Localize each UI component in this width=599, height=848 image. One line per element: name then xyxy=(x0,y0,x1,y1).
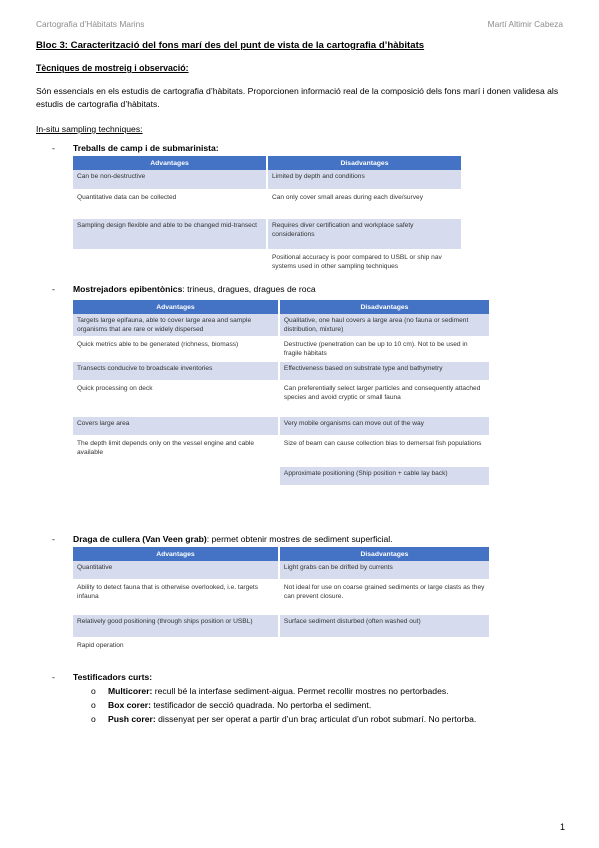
table-cell: Qualitative, one haul covers a large area (no fauna or sediment distribution, mixture) xyxy=(280,314,489,338)
circle-marker: o xyxy=(91,686,96,696)
table-cell-empty xyxy=(73,251,266,275)
table-cell: Quick processing on deck xyxy=(73,382,278,417)
table-cell: Quantitative xyxy=(73,561,278,581)
table-cell: Not ideal for use on coarse grained sediments or large clasts as they can prevent closure. xyxy=(280,581,489,615)
table-mostrejadors xyxy=(71,300,491,487)
intro-paragraph: Són essencials en els estudis de cartografia d’hàbitats. Proporcionen informació real de la composició dels fons marí i donen validesa als estudis de cartografia d’hàbitats. xyxy=(36,86,559,109)
table-cell: Can preferentially select larger particles and consequently attached species and avoid cryptic or small fauna xyxy=(280,382,489,417)
bullet-title-testificadors xyxy=(73,672,152,683)
list-item-term: Push corer: xyxy=(108,714,156,724)
table-cell: Transects conducive to broadscale inventories xyxy=(73,362,278,382)
circle-marker: o xyxy=(91,714,96,724)
page-title: Bloc 3: Caracterització del fons marí des del punt de vista de la cartografia d’hàbitats xyxy=(36,40,425,51)
list-item-desc: recull bé la interfase sediment-aigua. Permet recollir mostres no pertorbades. xyxy=(152,686,449,696)
bullet-title-treballs xyxy=(73,143,219,154)
table-cell: Destructive (penetration can be up to 10 cm). Not to be used in fragile hàbitats xyxy=(280,338,489,362)
table-cell: Approximate positioning (Ship position + cable lay back) xyxy=(280,467,489,487)
table-header-advantages: Advantages xyxy=(73,547,278,561)
bullet-marker: - xyxy=(52,672,55,682)
bullet-title-treballs-text: Treballs de camp i de submarinista: xyxy=(73,143,219,153)
table-cell: Effectiveness based on substrate type and bathymetry xyxy=(280,362,489,382)
table-cell: Size of beam can cause collection bias to demersal fish populations xyxy=(280,437,489,467)
table-cell-empty xyxy=(280,639,489,657)
table-header-disadvantages: Disadvantages xyxy=(280,300,489,314)
list-item-desc: testificador de secció quadrada. No pertorba el sediment. xyxy=(150,700,372,710)
header-course-title: Cartografia d’Hàbitats Marins xyxy=(36,19,145,29)
table-cell: Requires diver certification and workplace safety considerations xyxy=(268,219,461,251)
table-cell: Quick metrics able to be generated (richness, biomass) xyxy=(73,338,278,362)
table-cell: Positional accuracy is poor compared to USBL or ship nav systems used in other sampling techniques xyxy=(268,251,461,275)
table-treballs xyxy=(71,156,463,275)
table-cell: Sampling design flexible and able to be changed mid-transect xyxy=(73,219,266,251)
table-cell: Surface sediment disturbed (often washed out) xyxy=(280,615,489,639)
table-draga xyxy=(71,547,491,657)
bullet-title-mostrejadors-rest: : trineus, dragues, dragues de roca xyxy=(182,284,316,294)
table-cell: Targets large epifauna, able to cover large area and sample organisms that are rare or widely dispersed xyxy=(73,314,278,338)
bullet-title-draga-rest: : permet obtenir mostres de sediment superficial. xyxy=(206,534,393,544)
bullet-marker: - xyxy=(52,534,55,544)
table-cell: Quantitative data can be collected xyxy=(73,191,266,219)
bullet-title-mostrejadors-bold: Mostrejadors epibentònics xyxy=(73,284,183,294)
header-author: Martí Altimir Cabeza xyxy=(487,19,563,29)
bullet-title-mostrejadors xyxy=(73,284,316,295)
table-cell: Can be non-destructive xyxy=(73,170,266,191)
table-header-advantages: Advantages xyxy=(73,156,266,170)
table-cell: Very mobile organisms can move out of the way xyxy=(280,417,489,437)
table-cell: Can only cover small areas during each dive/survey xyxy=(268,191,461,219)
bullet-title-testificadors-text: Testificadors curts: xyxy=(73,672,153,682)
table-cell-empty xyxy=(73,467,278,487)
insitu-heading: In-situ sampling techniques: xyxy=(36,124,143,134)
table-header-disadvantages: Disadvantages xyxy=(280,547,489,561)
table-cell: The depth limit depends only on the vessel engine and cable available xyxy=(73,437,278,467)
list-item-desc: dissenyat per ser operat a partir d’un braç articulat d’un robot submarí. No pertorba. xyxy=(155,714,477,724)
bullet-title-draga-bold: Draga de cullera (Van Veen grab) xyxy=(73,534,207,544)
section-subtitle: Tècniques de mostreig i observació: xyxy=(36,63,189,73)
table-header-disadvantages: Disadvantages xyxy=(268,156,461,170)
list-item-box-corer xyxy=(108,700,371,711)
bullet-title-draga xyxy=(73,534,393,545)
bullet-marker: - xyxy=(52,143,55,153)
table-cell: Covers large area xyxy=(73,417,278,437)
circle-marker: o xyxy=(91,700,96,710)
list-item-term: Multicorer: xyxy=(108,686,153,696)
table-cell: Relatively good positioning (through ships position or USBL) xyxy=(73,615,278,639)
table-header-advantages: Advantages xyxy=(73,300,278,314)
table-cell: Light grabs can be drifted by currents xyxy=(280,561,489,581)
table-cell: Ability to detect fauna that is otherwise overlooked, i.e. targets infauna xyxy=(73,581,278,615)
table-cell: Rapid operation xyxy=(73,639,278,657)
bullet-marker: - xyxy=(52,284,55,294)
list-item-term: Box corer: xyxy=(108,700,151,710)
table-cell: Limited by depth and conditions xyxy=(268,170,461,191)
list-item-push-corer xyxy=(108,714,476,725)
page-number: 1 xyxy=(559,822,565,832)
list-item-multicorer xyxy=(108,686,449,697)
